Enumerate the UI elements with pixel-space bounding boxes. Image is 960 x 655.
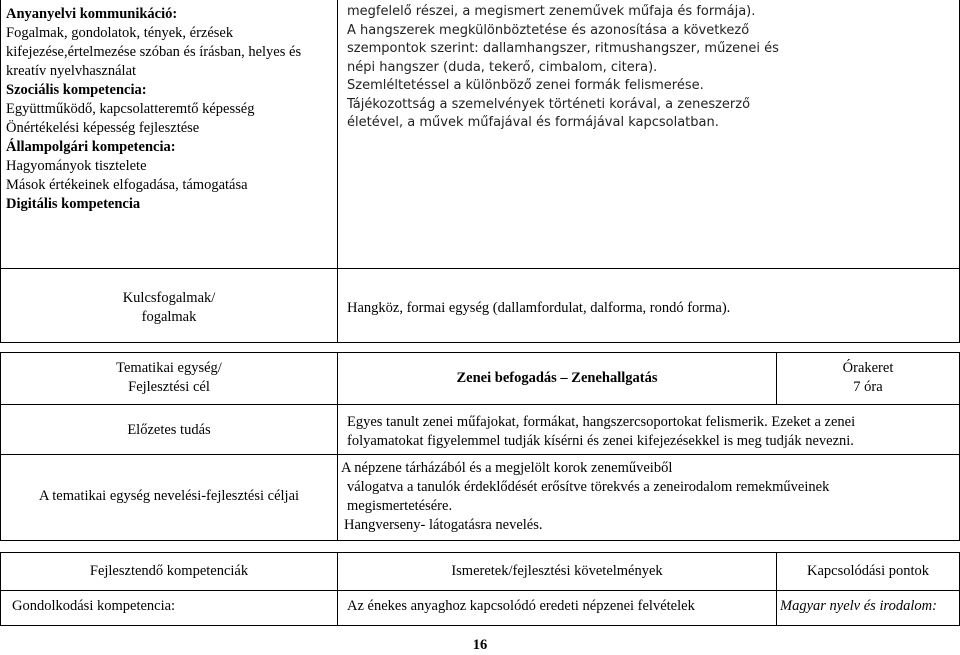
row-competency: Gondolkodási kompetencia:: [12, 598, 176, 614]
celok-line: megismertetésére.: [347, 498, 453, 514]
rule-bottom-header-bottom: [0, 590, 960, 591]
rule-elozetes-bottom: [0, 454, 960, 455]
kulcsfogalmak-value: Hangköz, formai egység (dallamfordulat, dalforma, rondó forma).: [347, 300, 731, 316]
requirements-line: életével, a művek műfajával és formájával kapcsolatban.: [347, 115, 719, 130]
competency-line: Önértékelési képesség fejlesztése: [6, 120, 200, 136]
tematikai-label: [1, 359, 337, 397]
elozetes-line: Egyes tanult zenei műfajokat, formákat, hangszercsoportokat felismerik. Ezeket a zenei: [347, 414, 856, 430]
elozetes-text: [347, 413, 855, 451]
hours-cell: [777, 359, 959, 397]
celok-line: válogatva a tanulók érdeklődését erősítve törekvés a zeneirodalom remekműveinek: [347, 479, 830, 495]
tematikai-label-line2: Fejlesztési cél: [128, 379, 210, 395]
rule-bottom-table-top: [0, 552, 960, 553]
rule-top-table-bottom: [0, 268, 960, 269]
elozetes-line: folyamatokat figyelemmel tudják kísérni és zenei kifejezésekkel is meg tudják nevezni.: [347, 433, 854, 449]
kulcsfogalmak-label: [1, 289, 337, 327]
celok-line: Hangverseny- látogatásra nevelés.: [344, 517, 543, 533]
competency-line: Hagyományok tisztelete: [6, 158, 147, 174]
tematikai-label-line1: Tematikai egység/: [116, 360, 222, 376]
competency-line: kreatív nyelvhasználat: [6, 63, 137, 79]
kulcsfogalmak-label-line2: fogalmak: [141, 309, 197, 325]
requirements-line: A hangszerek megkülönböztetése és azonosítása a következő: [347, 22, 750, 38]
requirements-line: szempontok szerint: dallamhangszer, ritmushangszer, műzenei és: [347, 41, 779, 56]
celok-text: [341, 459, 829, 535]
hours-label: Órakeret: [842, 360, 894, 376]
rule-mid-top: [337, 0, 338, 343]
requirements-text: [347, 3, 779, 133]
requirements-line: népi hangszer (duda, tekerő, cimbalom, citera).: [347, 59, 658, 75]
requirements-line: Tájékozottság a szemelvények történeti korával, a zeneszerző: [347, 96, 751, 112]
row-knowledge: Az énekes anyaghoz kapcsolódó eredeti népzenei felvételek: [347, 598, 695, 614]
competency-line: Anyanyelvi kommunikáció:: [6, 6, 178, 22]
rule-tematikai-bottom: [0, 404, 960, 405]
kulcsfogalmak-label-line1: Kulcsfogalmak/: [122, 290, 216, 306]
elozetes-label: Előzetes tudás: [127, 422, 211, 438]
header-fejlesztendo: Fejlesztendő kompetenciák: [89, 563, 249, 579]
competency-line: Együttműködő, kapcsolatteremtő képesség: [6, 101, 255, 117]
tematikai-title: Zenei befogadás – Zenehallgatás: [456, 370, 658, 386]
rule-celok-bottom: [0, 540, 960, 541]
hours-value: 7 óra: [853, 379, 883, 395]
competency-list: [6, 5, 301, 214]
competency-line: Mások értékeinek elfogadása, támogatása: [6, 177, 248, 193]
competency-line: Digitális kompetencia: [6, 196, 141, 212]
rule-bottom-row-bottom: [0, 625, 960, 626]
celok-label: A tematikai egység nevelési-fejlesztési céljai: [38, 488, 300, 504]
celok-line: A népzene tárházából és a megjelölt korok zeneműveiből: [341, 460, 673, 476]
competency-line: Fogalmak, gondolatok, tények, érzések: [6, 25, 234, 41]
competency-line: Állampolgári kompetencia:: [6, 139, 176, 155]
competency-line: Szociális kompetencia:: [6, 82, 147, 98]
header-kapcsolodasi: Kapcsolódási pontok: [806, 563, 930, 579]
requirements-line: megfelelő részei, a megismert zeneművek műfaja és formája).: [347, 4, 756, 19]
row-connection: Magyar nyelv és irodalom:: [780, 598, 937, 614]
rule-tematikai-top: [0, 352, 960, 353]
page-number: 16: [472, 637, 488, 653]
header-ismeretek: Ismeretek/fejlesztési követelmények: [451, 563, 663, 579]
requirements-line: Szemléltetéssel a különböző zenei formák felismerése.: [347, 78, 704, 93]
rule-kulcs-bottom: [0, 342, 960, 343]
competency-line: kifejezése,értelmezése szóban és írásban, helyes és: [6, 44, 302, 60]
